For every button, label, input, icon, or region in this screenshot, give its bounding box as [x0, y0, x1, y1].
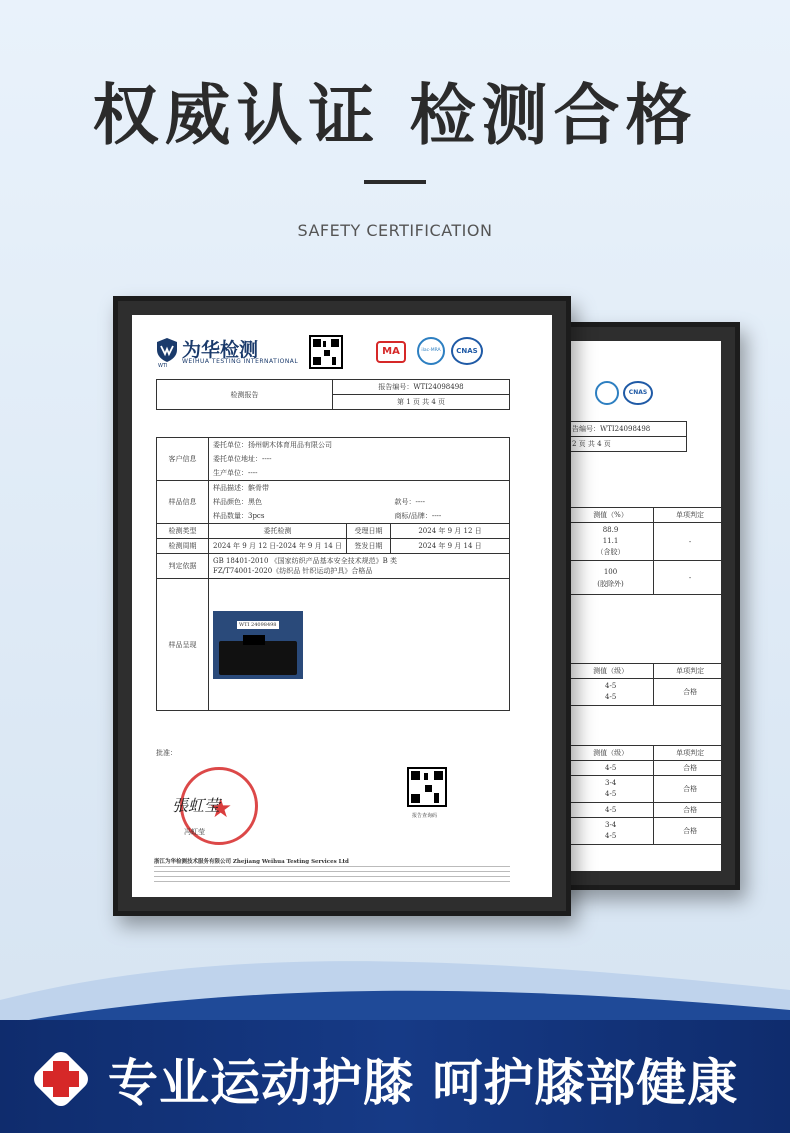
- back-grade-1: 4-5: [605, 682, 617, 690]
- sample-photo-label: 样品呈现: [157, 579, 209, 711]
- receive-date-label: 受理日期: [346, 524, 390, 539]
- page-info: 第 1 页 共 4 页: [333, 395, 510, 410]
- approval-label: 批准：: [156, 749, 177, 757]
- back-result-table-1: [567, 507, 721, 595]
- report-info-table: [156, 437, 510, 711]
- report-query-qr-code-icon: [407, 767, 447, 807]
- back-col-judge: 单项判定: [654, 508, 721, 523]
- basis-standard-2: FZ/T74001-2020《纺织品 针织运动护具》合格品: [213, 567, 373, 575]
- client-info-label: 客户信息: [157, 438, 209, 481]
- receive-date: 2024 年 9 月 12 日: [390, 524, 509, 539]
- sample-model: 款号：----: [390, 495, 509, 509]
- back-value-3: （含胶）: [596, 548, 625, 556]
- back-result-table-2: [567, 663, 721, 706]
- back-certificate-frame: [548, 322, 740, 890]
- sample-quantity: 样品数量：3pcs: [209, 509, 391, 524]
- back-col-value: 测值（%）: [568, 508, 654, 523]
- back-grade-2: 4-5: [605, 693, 617, 701]
- title-divider: [364, 180, 426, 184]
- header-qr-code-icon: [309, 335, 343, 369]
- cnas-badge: CNAS: [623, 381, 653, 405]
- brand-abbreviation: WTI: [158, 363, 168, 369]
- seal-star-icon: ★: [209, 794, 233, 824]
- back-report-header: [567, 421, 687, 452]
- sample-brand: 商标/品牌：----: [390, 509, 509, 524]
- back-col-grade-2: 测值（级）: [568, 746, 654, 761]
- page-title: 权威认证 检测合格: [92, 77, 698, 154]
- back-judge-2: -: [654, 561, 721, 595]
- back-report-number: 告编号：WTI24098498: [568, 422, 687, 437]
- brand-english-name: WEIHUA TESTING INTERNATIONAL: [182, 358, 299, 365]
- back-rating-6: 4-5: [605, 832, 617, 840]
- back-rating-3: 4-5: [605, 790, 617, 798]
- test-type-label: 检测类型: [157, 524, 209, 539]
- back-rating-5: 3-4: [605, 821, 617, 829]
- back-value-2: 11.1: [602, 537, 619, 545]
- brand-name: 为华检测: [182, 339, 259, 361]
- report-title: 检测报告: [157, 380, 333, 410]
- sample-color: 样品颜色：黑色: [209, 495, 391, 509]
- back-col-grade: 测值（级）: [568, 664, 654, 679]
- back-pass-1: 合格: [654, 679, 721, 706]
- test-type: 委托检测: [209, 524, 347, 539]
- report-number: 报告编号：WTI24098498: [333, 380, 510, 395]
- back-col-judge-3: 单项判定: [654, 746, 721, 761]
- back-certificate-page: [567, 341, 721, 871]
- signer-name: 冯虹莹: [184, 828, 205, 836]
- footer-fine-print: [154, 866, 510, 886]
- ma-badge: MA: [376, 341, 406, 363]
- basis-standard-1: GB 18401-2010 《国家纺织产品基本安全技术规范》B 类: [213, 557, 398, 565]
- basis-label: 判定依据: [157, 554, 209, 579]
- back-value-5: (胶除外): [597, 579, 624, 588]
- signature: 張虹莹: [172, 796, 221, 815]
- ilac-badge: [595, 381, 619, 405]
- page-subtitle: SAFETY CERTIFICATION: [297, 221, 493, 240]
- client-address: 委托单位地址：----: [209, 452, 510, 466]
- shield-logo-icon: [156, 337, 178, 363]
- client-unit: 委托单位：扬州朝木体育用品有限公司: [209, 438, 510, 453]
- issue-date-label: 签发日期: [346, 539, 390, 554]
- back-pass-4: 合格: [654, 803, 721, 818]
- back-rating-4: 4-5: [568, 803, 654, 818]
- knee-strap-pad-image: [243, 635, 265, 645]
- back-result-table-3: [567, 745, 721, 845]
- back-value-4: 100: [603, 567, 618, 576]
- back-pass-2: 合格: [654, 761, 721, 776]
- test-period-label: 检测周期: [157, 539, 209, 554]
- issue-date: 2024 年 9 月 14 日: [390, 539, 509, 554]
- back-rating-1: 4-5: [568, 761, 654, 776]
- producer-unit: 生产单位：----: [209, 466, 510, 481]
- back-judge-1: -: [654, 523, 721, 561]
- report-header-table: [156, 379, 510, 410]
- test-period: 2024 年 9 月 12 日-2024 年 9 月 14 日: [209, 539, 347, 554]
- front-certificate-frame: [113, 296, 571, 916]
- sample-info-label: 样品信息: [157, 481, 209, 524]
- back-value-1: 88.9: [602, 526, 619, 534]
- back-pass-3: 合格: [654, 776, 721, 803]
- knee-strap-product-image: [219, 641, 297, 675]
- back-page-info: 2 页 共 4 页: [568, 437, 687, 452]
- cnas-badge: CNAS: [451, 337, 483, 365]
- sample-photo: [213, 611, 303, 679]
- sample-description: 样品描述：髌骨带: [209, 481, 510, 496]
- bottom-slogan: 专业运动护膝 呵护膝部健康: [108, 1054, 739, 1112]
- footer-company: 浙江为华检测技术服务有限公司 Zhejiang Weihua Testing Services Ltd: [154, 859, 349, 865]
- back-rating-2: 3-4: [605, 779, 617, 787]
- back-col-judge-2: 单项判定: [654, 664, 721, 679]
- front-certificate-page: [132, 315, 552, 897]
- back-pass-5: 合格: [654, 818, 721, 845]
- qr-caption: 报告查询码: [412, 813, 438, 819]
- sample-photo-tag: WTI 24098498: [239, 622, 277, 628]
- medical-cross-icon: [25, 1043, 97, 1115]
- ilac-badge: ilac-MRA: [417, 337, 445, 365]
